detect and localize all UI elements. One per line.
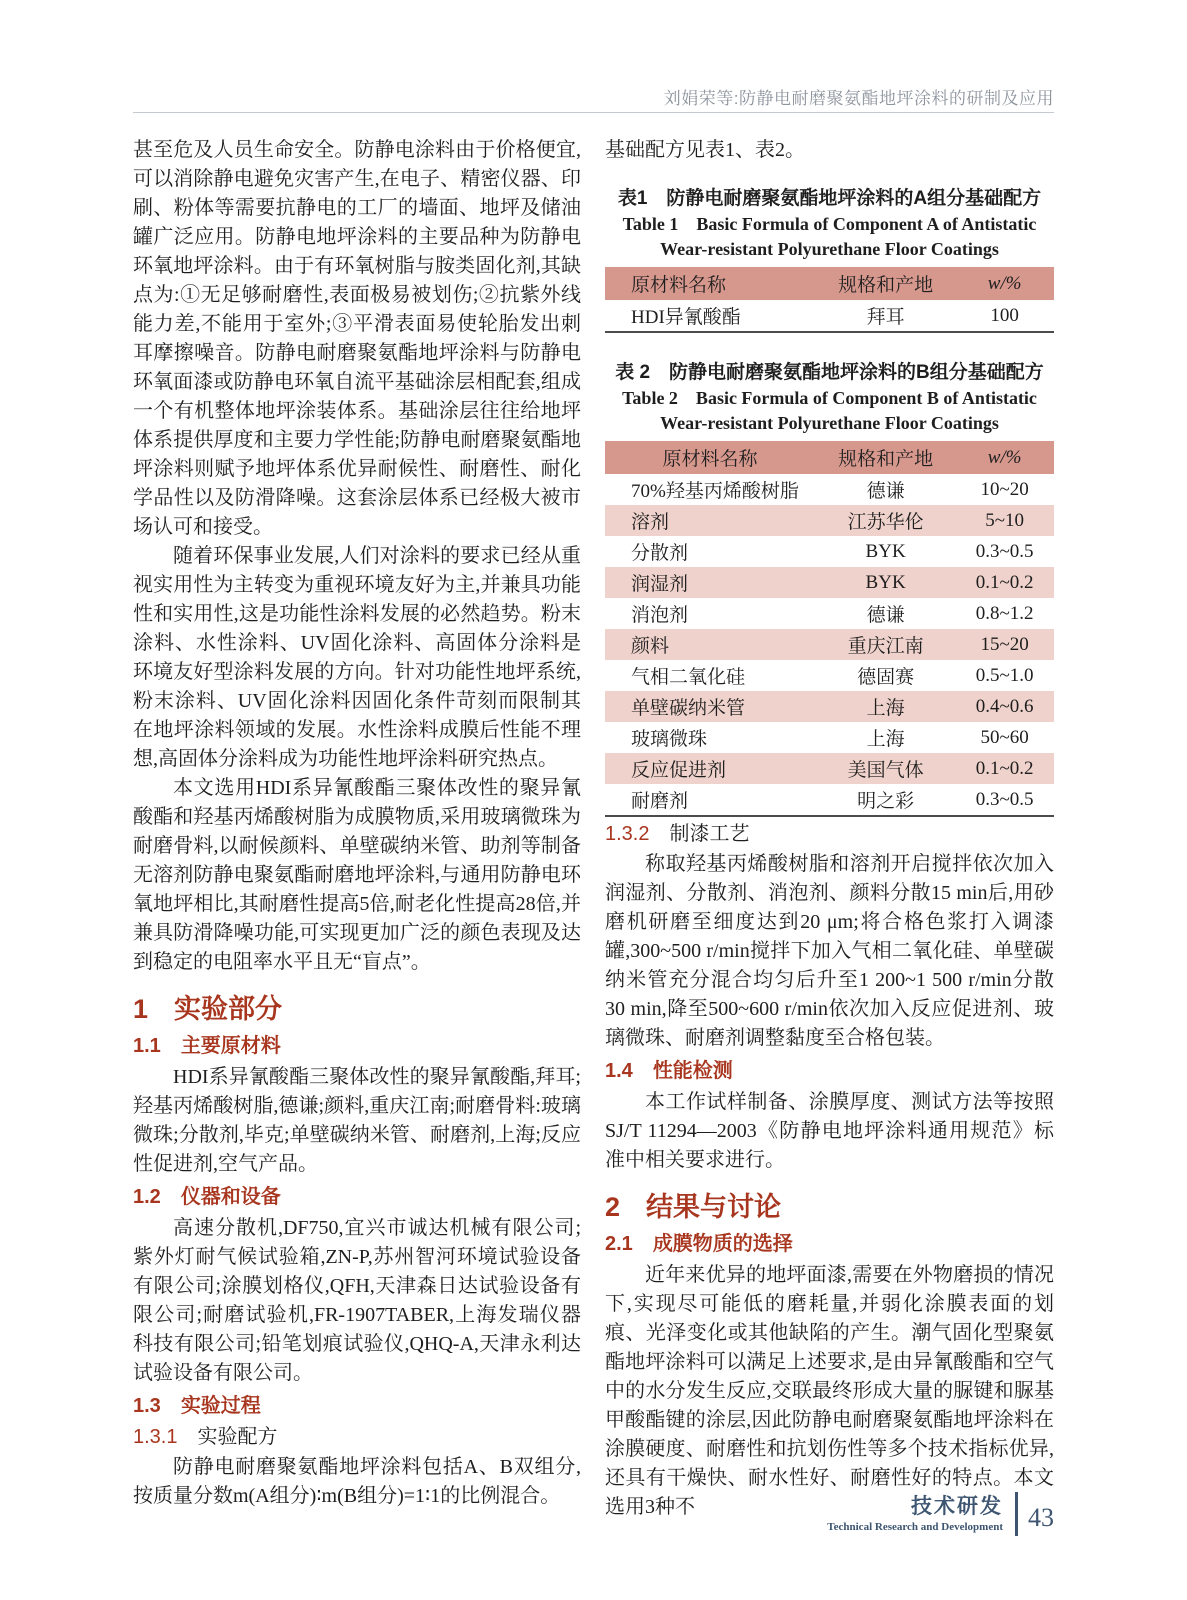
paragraph-formula-ratio: 防静电耐磨聚氨酯地坪涂料包括A、B双组分,按质量分数m(A组分)∶m(B组分)=1∶1的比例混合。 [133,1456,581,1507]
table2-caption-zh: 表 2 防静电耐磨聚氨酯地坪涂料的B组分基础配方 [615,362,1044,383]
table2-cell: 50~60 [980,726,1029,748]
table2-cell: 单壁碳纳米管 [605,691,816,722]
paragraph-materials: HDI系异氰酸酯三聚体改性的聚异氰酸酯,拜耳;羟基丙烯酸树脂,德谦;颜料,重庆江南;耐磨骨料:玻璃微珠;分散剂,毕克;单壁碳纳米管、耐磨剂,上海;反应性促进剂,空气产品。 [133,1066,581,1175]
table2-cell: 美国气体 [816,753,955,784]
page-number: 43 [1028,1503,1054,1532]
table1-row [605,300,1054,332]
table2-row [605,753,1054,784]
table2-row [605,784,1054,816]
left-column [133,136,581,1522]
footer-section-zh: 技术研发 [911,1494,1003,1518]
subsection-title: 主要原材料 [180,1035,281,1057]
table2-header-wpercent: w/% [955,441,1054,474]
table2-cell: 颜料 [605,629,816,660]
table2-cell: 上海 [866,729,905,750]
paragraph-performance-test: 本工作试样制备、涂膜厚度、测试方法等按照SJ/T 11294—2003《防静电地坪涂料通用规范》标准中相关要求进行。 [605,1091,1054,1171]
table2-cell: 0.1~0.2 [955,567,1054,598]
header-divider-rule [133,112,1054,113]
table2-row [605,598,1054,629]
table2-cell: 德谦 [866,605,905,626]
subsubsection-heading-paint-process [605,821,1054,848]
table2-header-material: 原材料名称 [605,441,816,474]
table2-cell: 消泡剂 [631,605,689,626]
table2-row [605,660,1054,691]
subsubsection-title: 实验配方 [197,1426,278,1448]
table2-cell: 反应促进剂 [605,753,816,784]
table2-cell: 10~20 [980,478,1029,500]
table2-cell: 0.3~0.5 [975,788,1034,810]
table2-caption-en-line1: Table 2 Basic Formula of Component B of Antistatic [622,388,1037,408]
paragraph-environment-trend: 随着环保事业发展,人们对涂料的要求已经从重视实用性为主转变为重视环境友好为主,并兼具功能性和实用性,这是功能性涂料发展的必然趋势。粉末涂料、水性涂料、UV固化涂料、高固体分涂料是环境友好型涂料发展的方向。针对功能性地坪系统,粉末涂料、UV固化涂料因固化条件苛刻而限制其在地坪涂料领域的发展。水性涂料成膜后性能不理想,高固体分涂料成为功能性地坪涂料研究热点。 [133,545,581,770]
subsubsection-heading-formula [133,1424,581,1451]
table2-cell: 70%羟基丙烯酸树脂 [631,481,799,502]
table1-cell-spec: 拜耳 [866,307,905,328]
running-head-title: 刘娟荣等:防静电耐磨聚氨酯地坪涂料的研制及应用 [663,89,1054,108]
paragraph-this-work: 本文选用HDI系异氰酸酯三聚体改性的聚异氰酸酯和羟基丙烯酸树脂为成膜物质,采用玻璃微珠为耐磨骨料,以耐候颜料、单壁碳纳米管、助剂等制备无溶剂防静电聚氨酯耐磨地坪涂料,与通用防静电环氧地坪相比,其耐磨性提高5倍,耐老化性提高28倍,并兼具防滑降噪功能,可实现更加广泛的颜色表现及达到稳定的电阻率水平且无“盲点”。 [133,777,581,973]
subsection-number: 1.1 [133,1035,161,1057]
section-number: 2 [605,1192,621,1222]
table2-cell: BYK [865,540,906,562]
section-heading-experiment [133,993,581,1025]
table2-cell: 明之彩 [857,791,915,812]
paragraph-film-material: 近年来优异的地坪面漆,需要在外物磨损的情况下,实现尽可能低的磨耗量,并弱化涂膜表面的划痕、光泽变化或其他缺陷的产生。潮气固化型聚氨酯地坪涂料可以满足上述要求,是由异氰酸酯和空气中的水分发生反应,交联最终形成大量的脲键和脲基甲酸酯键的涂层,因此防静电耐磨聚氨酯地坪涂料在涂膜硬度、耐磨性和抗划伤性等多个技术指标优异,还具有干燥快、耐水性好、耐磨性好的特点。本文选用3种不 [605,1264,1054,1518]
subsection-heading-film-material [605,1231,1054,1258]
table1-header-material: 原材料名称 [605,267,816,300]
table2-cell: 德谦 [866,481,905,502]
table1-header-spec: 规格和产地 [816,267,955,300]
paragraph-paint-process: 称取羟基丙烯酸树脂和溶剂开启搅拌依次加入润湿剂、分散剂、消泡剂、颜料分散15 min后,用砂磨机研磨至细度达到20 μm;将合格色浆打入调漆罐,300~500 r/min搅拌下加入气相二氧化硅、单壁碳纳米管充分混合均匀后升至1 200~1 500 r/min分散30 min,降至500~600 r/min依次加入反应促进剂、玻璃微珠、耐磨剂调整黏度至合格包装。 [605,853,1054,1049]
table2-row [605,691,1054,722]
table1-caption [605,185,1054,262]
table2-cell: 德固赛 [857,667,915,688]
footer-section-en: Technical Research and Development [827,1520,1003,1533]
table2-cell: 分散剂 [631,543,689,564]
table1-caption-zh: 表1 防静电耐磨聚氨酯地坪涂料的A组分基础配方 [617,188,1042,209]
paragraph-intro-continuation: 甚至危及人员生命安全。防静电涂料由于价格便宜,可以消除静电避免灾害产生,在电子、精密仪器、印刷、粉体等需要抗静电的工厂的墙面、地坪及储油罐广泛应用。防静电地坪涂料的主要品种为防静电环氧地坪涂料。由于有环氧树脂与胺类固化剂,其缺点为:①无足够耐磨性,表面极易被划伤;②抗紫外线能力差,不能用于室外;③平滑表面易使轮胎发出刺耳摩擦噪音。防静电耐磨聚氨酯地坪涂料与防静电环氧面漆或防静电环氧自流平基础涂层相配套,组成一个有机整体地坪涂装体系。基础涂层往往给地坪体系提供厚度和主要力学性能;防静电耐磨聚氨酯地坪涂料则赋予地坪体系优异耐候性、耐磨性、耐化学品性以及防滑降噪。这套涂层体系已经极大被市场认可和接受。 [133,139,581,538]
article-body [133,136,1054,1522]
table2-row [605,536,1054,567]
table1-cell-material: HDI异氰酸酯 [631,307,741,328]
table2-caption-en-line2: Wear-resistant Polyurethane Floor Coatings [660,413,999,433]
table2-cell: 0.1~0.2 [955,753,1054,784]
table2-row [605,505,1054,536]
subsection-title: 实验过程 [180,1395,261,1417]
subsection-title: 性能检测 [652,1060,733,1082]
table2-cell: 0.5~1.0 [975,664,1034,686]
table2-cell: 上海 [816,691,955,722]
page-footer [827,1492,1054,1536]
subsection-number: 1.2 [133,1186,161,1208]
table1-header-wpercent: w/% [955,267,1054,300]
table1-component-a [605,267,1054,333]
table1-caption-en-line1: Table 1 Basic Formula of Component A of Antistatic [622,214,1037,234]
subsection-heading-equipment [133,1184,581,1211]
table2-cell: 玻璃微珠 [631,729,708,750]
subsubsection-title: 制漆工艺 [669,823,750,845]
table2-cell: 气相二氧化硅 [631,667,746,688]
subsubsection-number: 1.3.2 [605,823,650,845]
table2-cell: 润湿剂 [605,567,816,598]
table2-cell: 耐磨剂 [631,791,689,812]
table1-header-row [605,267,1054,300]
subsection-number: 1.4 [605,1060,633,1082]
table2-cell: 江苏华伦 [816,505,955,536]
table2-row [605,722,1054,753]
subsection-heading-process [133,1393,581,1420]
table1-caption-en-line2: Wear-resistant Polyurethane Floor Coatings [660,239,999,259]
section-title: 结果与讨论 [646,1192,782,1222]
right-column [605,136,1054,1522]
table2-cell: 重庆江南 [816,629,955,660]
table2-row [605,629,1054,660]
section-title: 实验部分 [174,994,283,1024]
table2-header-row [605,441,1054,474]
footer-section-block [827,1494,1003,1535]
section-heading-results [605,1191,1054,1223]
footer-divider-bar [1015,1492,1018,1536]
table2-header-spec: 规格和产地 [816,441,955,474]
table2-cell: 5~10 [955,505,1054,536]
table1-cell-value: 100 [990,304,1019,326]
section-number: 1 [133,994,149,1024]
subsection-number: 1.3 [133,1395,161,1417]
paragraph-tables-reference: 基础配方见表1、表2。 [605,139,805,161]
table2-cell: 15~20 [955,629,1054,660]
table2-row [605,567,1054,598]
table2-component-b [605,441,1054,817]
subsection-heading-performance [605,1058,1054,1085]
subsection-number: 2.1 [605,1233,633,1255]
table2-cell: 0.8~1.2 [975,602,1034,624]
subsection-title: 仪器和设备 [180,1186,281,1208]
table2-row [605,474,1054,505]
table2-caption [605,359,1054,436]
table2-cell: 0.3~0.5 [975,540,1034,562]
table2-cell: 0.4~0.6 [955,691,1054,722]
subsubsection-number: 1.3.1 [133,1426,178,1448]
paragraph-equipment: 高速分散机,DF750,宜兴市诚达机械有限公司;紫外灯耐气候试验箱,ZN-P,苏州智河环境试验设备有限公司;涂膜划格仪,QFH,天津森日达试验设备有限公司;耐磨试验机,FR-1907TABER,上海发瑞仪器科技有限公司;铅笔划痕试验仪,QHQ-A,天津永利达试验设备有限公司。 [133,1217,581,1384]
table2-cell: BYK [816,567,955,598]
table2-cell: 溶剂 [605,505,816,536]
subsection-heading-materials [133,1033,581,1060]
subsection-title: 成膜物质的选择 [652,1233,793,1255]
